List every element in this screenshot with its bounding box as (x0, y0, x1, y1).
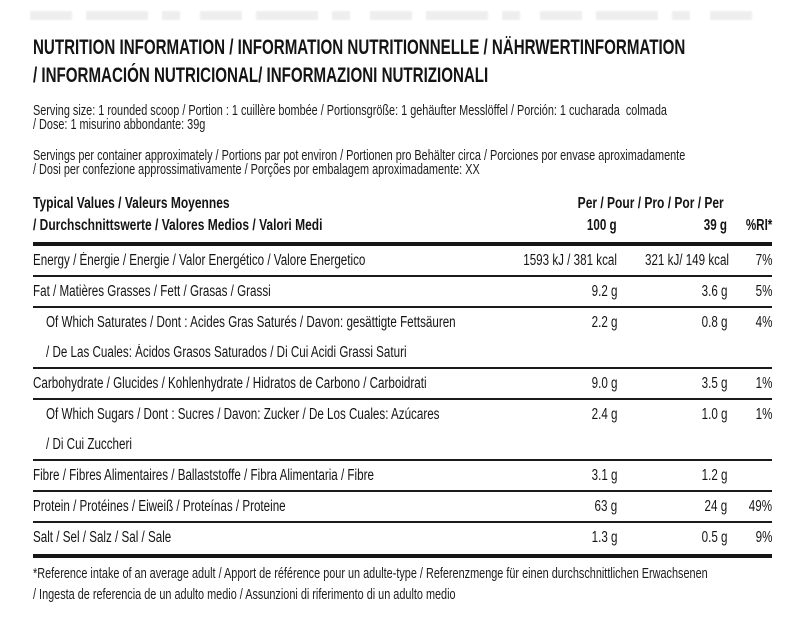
row-sugars-per100: 2.4 g (591, 406, 617, 423)
row-fibre-label-text: Fibre / Fibres Alimentaires / Ballaststoffe / Fibra Alimentaria / Fibre (33, 467, 374, 484)
row-salt-label (33, 529, 487, 546)
row-salt-label-text: Salt / Sel / Salz / Sal / Sale (33, 529, 172, 546)
row-fat-per39: 3.6 g (701, 283, 727, 300)
row-sugars-label-line-2: / Di Cui Zuccheri (46, 436, 132, 453)
cropped-top-text-remnant (30, 11, 766, 20)
header-typical-values (33, 193, 487, 237)
header-units-row (487, 215, 772, 237)
row-carbohydrate-per39: 3.5 g (701, 375, 727, 392)
row-saturates-per100: 2.2 g (591, 314, 617, 331)
row-fibre-per39: 1.2 g (701, 467, 727, 484)
row-carbohydrate-per100: 9.0 g (591, 375, 617, 392)
row-fibre-ri (727, 467, 772, 484)
row-protein-ri: 49% (748, 498, 772, 515)
row-sugars-label-line-1: Of Which Sugars / Dont : Sucres / Davon: Zucker / De Los Cuales: Azúcares (46, 406, 440, 423)
row-saturates-ri: 4% (755, 314, 772, 331)
serving-size-line-2: / Dose: 1 misurino abbondante: 39g (33, 117, 206, 133)
row-energy-label-text: Energy / Énergie / Energie / Valor Energético / Valore Energetico (33, 252, 366, 269)
serving-size-line-1: Serving size: 1 rounded scoop / Portion : 1 cuillère bombée / Portionsgröße: 1 gehäufter Messlöffel / Porción: 1 cucharada colmada (33, 103, 667, 119)
footnote-line-1: *Reference intake of an average adult / Apport de référence pour un adulte-type / Referenzmenge für einen durchschnittlichen Erwachsenen (33, 566, 708, 582)
header-per-label: Per / Pour / Pro / Por / Per (577, 195, 724, 212)
row-protein (33, 492, 772, 523)
row-sugars-per39: 1.0 g (701, 406, 727, 423)
nutrition-table (33, 193, 772, 558)
row-fat-label (33, 283, 487, 300)
row-carbohydrate-ri: 1% (755, 375, 772, 392)
header-typical-values-line-1: Typical Values / Valeurs Moyennes (33, 195, 230, 212)
row-salt-per100: 1.3 g (591, 529, 617, 546)
column-header-ri: %RI* (745, 217, 772, 234)
row-fibre-label (33, 467, 487, 484)
row-salt-per39: 0.5 g (701, 529, 727, 546)
row-sugars-ri: 1% (755, 406, 772, 423)
servings-line-1: Servings per container approximately / Portions par pot environ / Portionen pro Behälter circa / Porciones por envase aproximadamente (33, 148, 686, 164)
serving-size-text (33, 104, 772, 132)
column-header-100g: 100 g (587, 217, 617, 234)
servings-per-container-text (33, 149, 772, 177)
row-carbohydrate-label (33, 375, 487, 392)
row-protein-label (33, 498, 487, 515)
row-fat-ri: 5% (755, 283, 772, 300)
row-fat-per100: 9.2 g (591, 283, 617, 300)
title-line-1: NUTRITION INFORMATION / INFORMATION NUTRITIONNELLE / NÄHRWERTINFORMATION (33, 36, 686, 59)
row-saturates-label-line-1: Of Which Saturates / Dont : Acides Gras Saturés / Davon: gesättigte Fettsäuren (46, 314, 456, 331)
row-salt-ri: 9% (755, 529, 772, 546)
reference-intake-footnote (33, 564, 772, 606)
row-saturates (33, 308, 772, 369)
row-fat-label-text: Fat / Matières Grasses / Fett / Grasas / Grassi (33, 283, 271, 300)
row-carbohydrate-label-text: Carbohydrate / Glucides / Kohlenhydrate / Hidratos de Carbono / Carboidrati (33, 375, 427, 392)
row-fat (33, 277, 772, 308)
table-body (33, 246, 772, 554)
table-header (33, 193, 772, 237)
footnote-line-2: / Ingesta de referencia de un adulto medio / Assunzioni di riferimento di un adulto medio (33, 587, 456, 603)
title-line-2: / INFORMACIÓN NUTRICIONAL/ INFORMAZIONI NUTRIZIONALI (33, 64, 489, 87)
row-energy-per39: 321 kJ/ 149 kcal (645, 252, 730, 269)
row-energy (33, 246, 772, 277)
header-columns (487, 193, 772, 237)
row-salt (33, 523, 772, 554)
row-protein-label-text: Protein / Protéines / Eiweiß / Proteínas / Proteine (33, 498, 286, 515)
header-typical-values-line-2: / Durchschnittswerte / Valores Medios / Valori Medi (33, 217, 323, 234)
servings-line-2: / Dosi per confezione approssimativamente / Porções por embalagem aproximadamente: XX (33, 162, 480, 178)
row-protein-per100: 63 g (594, 498, 617, 515)
table-bottom-rule (33, 554, 772, 558)
row-energy-label (33, 252, 487, 269)
row-saturates-label (33, 314, 487, 361)
row-fibre-per100: 3.1 g (591, 467, 617, 484)
row-carbohydrate (33, 369, 772, 400)
row-energy-ri: 7% (755, 252, 772, 269)
row-sugars (33, 400, 772, 461)
column-header-39g: 39 g (703, 217, 727, 234)
row-fibre (33, 461, 772, 492)
row-saturates-label-line-2: / De Las Cuales: Ácidos Grasos Saturados / Di Cui Acidi Grassi Saturi (46, 344, 407, 361)
row-sugars-label (33, 406, 487, 453)
row-protein-per39: 24 g (704, 498, 727, 515)
row-energy-per100: 1593 kJ / 381 kcal (523, 252, 617, 269)
row-saturates-per39: 0.8 g (701, 314, 727, 331)
page-title (33, 34, 772, 90)
